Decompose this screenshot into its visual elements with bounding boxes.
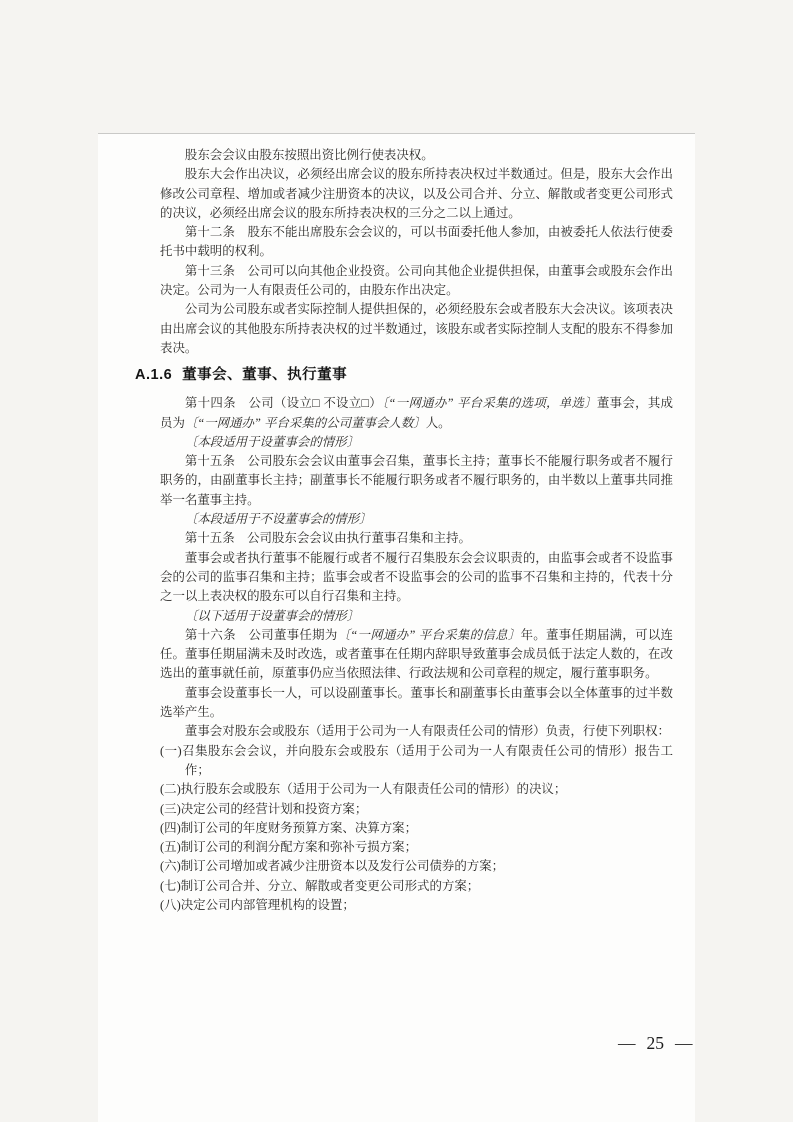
- paragraph: 公司为公司股东或者实际控制人提供担保的，必须经股东会或者股东大会决议。该项表决由出席会议的其他股东所持表决权的过半数通过，该股东或者实际控制人支配的股东不得参加表决。: [160, 302, 673, 355]
- list-item: (二)执行股东会或股东（适用于公司为一人有限责任公司的情形）的决议；: [160, 782, 567, 797]
- paragraph: 董事会或者执行董事不能履行或者不履行召集股东会会议职责的，由监事会或者不设监事会的公司的监事召集和主持；监事会或者不设监事会的公司的监事不召集和主持的，代表十分之一以上表决权的股东可以自行召集和主持。: [160, 550, 673, 604]
- paragraph: 第十五条 公司股东会会议由董事会召集，董事长主持；董事长不能履行职务或者不履行职务的，由副董事长主持；副董事长不能履行职务或者不履行职务的，由半数以上董事共同推举一名董事主持。: [160, 454, 673, 507]
- list-item: (七)制订公司合并、分立、解散或者变更公司形式的方案；: [160, 878, 480, 893]
- page-number-value: 25: [646, 1033, 664, 1053]
- page-number: [618, 1033, 693, 1053]
- page-number-dash-left: —: [618, 1033, 636, 1053]
- paragraph: 第十三条 公司可以向其他企业投资。公司向其他企业提供担保，由董事会或股东会作出决定。公司为一人有限责任公司的，由股东作出决定。: [160, 263, 673, 298]
- paragraph: 董事会对股东会或股东（适用于公司为一人有限责任公司的情形）负责，行使下列职权：: [184, 724, 670, 739]
- page-number-dash-right: —: [675, 1033, 693, 1053]
- paragraph: [160, 394, 673, 433]
- note-line: 〔本段适用于设董事会的情形〕: [184, 434, 360, 449]
- paragraph: 股东大会作出决议，必须经出席会议的股东所持表决权过半数通过。但是，股东大会作出修改公司章程、增加或者减少注册资本的决议，以及公司合并、分立、解散或者变更公司形式的决议，必须经出席会议的股东所持表决权的三分之二以上通过。: [160, 167, 673, 220]
- heading-number: A.1.6: [135, 367, 173, 384]
- paragraph: [160, 626, 673, 684]
- document-body: [135, 146, 673, 915]
- note-line: 〔本段适用于不设董事会的情形〕: [184, 512, 372, 527]
- list-item: (六)制订公司增加或者减少注册资本以及发行公司债券的方案；: [160, 859, 505, 874]
- list-item: (四)制订公司的年度财务预算方案、决算方案；: [160, 820, 418, 835]
- kai-annotation: 〔“一网通办” 平台采集的信息〕: [337, 627, 521, 642]
- kai-annotation: 〔“一网通办” 平台采集的选项，单选〕: [382, 396, 597, 411]
- paragraph: 股东会会议由股东按照出资比例行使表决权。: [184, 148, 434, 162]
- text-run: 年。董事任期届满，可以连任。董事任期届满未及时改选，或者董事在任期内辞职导致董事会成员低于法定人数的，在改选出的董事就任前，原董事仍应当依照法律、行政法规和公司章程的规定，履行董事职务。: [160, 627, 673, 681]
- heading-title: 董事会、董事、执行董事: [182, 367, 348, 384]
- text-run: 第十六条 公司董事任期为: [184, 627, 338, 642]
- text-run: 第十四条 公司（设立□ 不设立□）: [184, 396, 383, 411]
- kai-annotation: 〔“一网通办” 平台采集的公司董事会人数〕: [184, 415, 426, 430]
- paragraph: 第十二条 股东不能出席股东会会议的，可以书面委托他人参加，由被委托人依法行使委托书中载明的权利。: [160, 225, 673, 259]
- note-line: 〔以下适用于设董事会的情形〕: [184, 608, 360, 623]
- list-item: (八)决定公司内部管理机构的设置；: [160, 897, 355, 912]
- text-run: 董事会，其成员为: [160, 396, 673, 430]
- list-item: (一)召集股东会会议，并向股东会或股东（适用于公司为一人有限责任公司的情形）报告工作；: [160, 743, 673, 777]
- list-item: (三)决定公司的经营计划和投资方案；: [160, 801, 368, 816]
- section-heading: [135, 365, 673, 385]
- list-item: (五)制订公司的利润分配方案和弥补亏损方案；: [160, 840, 418, 855]
- paragraph: 第十五条 公司股东会会议由执行董事召集和主持。: [184, 531, 471, 546]
- text-run: 人。: [425, 415, 451, 430]
- paragraph: 董事会设董事长一人，可以设副董事长。董事长和副董事长由董事会以全体董事的过半数选举产生。: [160, 685, 673, 720]
